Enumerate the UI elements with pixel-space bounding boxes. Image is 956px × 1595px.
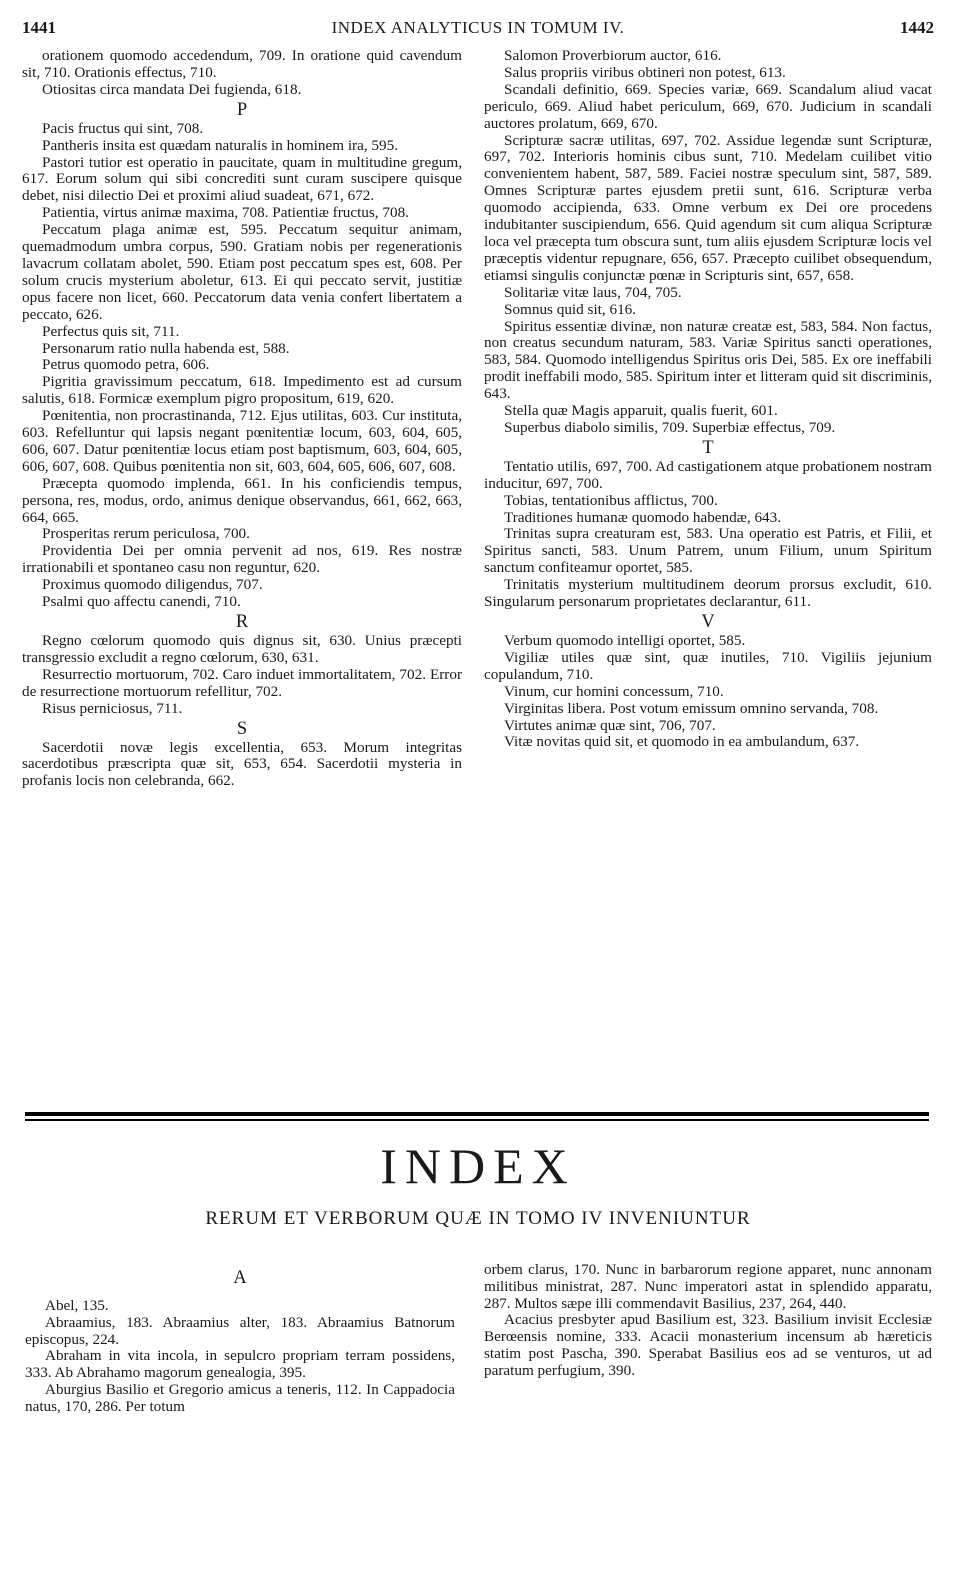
index-entry: Solitariæ vitæ laus, 704, 705.	[504, 283, 682, 301]
index-entry: Psalmi quo affectu canendi, 710.	[42, 593, 241, 611]
index-entry: Patientia, virtus animæ maxima, 708. Patientiæ fructus, 708.	[42, 204, 409, 222]
index-entry: Sacerdotii novæ legis excellentia, 653. Morum integritas sacerdotibus præscripta quæ sit, 653, 654. Sacerdotii mysteria in profanis locis non celebranda, 662.	[22, 738, 462, 790]
running-header	[22, 18, 934, 40]
right-page-number: 1442	[900, 18, 934, 37]
section-letter: S	[236, 718, 248, 739]
index-entry: Otiositas circa mandata Dei fugienda, 618.	[42, 80, 302, 98]
index-entry: Vinum, cur homini concessum, 710.	[504, 682, 724, 700]
index-entry: Virtutes animæ quæ sint, 706, 707.	[504, 716, 716, 734]
index-left-column	[22, 48, 462, 790]
double-rule-thick	[25, 1112, 929, 1116]
index-entry: Pacis fructus qui sint, 708.	[42, 119, 204, 137]
index-entry: Superbus diabolo similis, 709. Superbiæ effectus, 709.	[504, 418, 836, 436]
index-entry: Traditiones humanæ quomodo habendæ, 643.	[504, 508, 782, 526]
section-letter: T	[702, 437, 714, 458]
running-title: INDEX ANALYTICUS IN TOMUM IV.	[331, 18, 625, 37]
index-entry: Pastori tutior est operatio in paucitate, quam in multitudine gregum, 617. Eorum solum qui sibi concrediti sunt curam suscipere quisque debet, nisi dilectio Dei et proximi aliud suadeat, 671, 672.	[22, 153, 462, 205]
index-entry: Pigritia gravissimum peccatum, 618. Impedimento est ad cursum salutis, 618. Formicæ exemplum pigro propositum, 619, 620.	[22, 373, 462, 408]
index-entry: Personarum ratio nulla habenda est, 588.	[42, 339, 290, 357]
index-entry: Virginitas libera. Post votum emissum omnino servanda, 708.	[504, 699, 879, 717]
index-entry: Providentia Dei per omnia pervenit ad nos, 619. Res nostræ irrationabili et spontaneo casu non reguntur, 620.	[22, 542, 462, 577]
section-letter: R	[235, 612, 249, 632]
index-entry: Prosperitas rerum periculosa, 700.	[42, 525, 250, 543]
index-subtitle: RERUM ET VERBORUM QUÆ IN TOMO IV INVENIUNTUR	[205, 1208, 751, 1229]
index-entry: Spiritus essentiæ divinæ, non naturæ creatæ est, 583, 584. Non factus, non creatus secundum naturam, 583. Variæ Spiritus sancti operationes, 583, 584. Quomodo intelligendus Spiritus oris Dei, 585. Ex ore ineffabili prodit ineffabili modo, 585. Spiritum inter et litteram quid sit discriminis, 643.	[484, 317, 932, 403]
index-entry: Scripturæ sacræ utilitas, 697, 702. Assidue legendæ sunt Scripturæ, 697, 702. Interioris hominis cibus sunt, 710. Medelam cuilibet vitio convenientem habent, 587, 589. Faciei nostræ speculum sint, 587, 589. Omnes Scripturæ partes ejusdem pretii sunt, 616. Scripturæ verba quomodo accipienda, 633. Omne verbum ex Dei ore procedens indubitanter suscipiendum, 656. Quid agendum sit cum aliqua Scripturæ loca vel præcepta tum obscura sunt, tum aliis ejusdem Scripturæ locis vel præceptis videntur repugnare, 656, 657. Præcepto cuilibet obsequendum, etiamsi singulis conjunctæ pœnæ in Scripturis sint, 657, 658.	[484, 131, 932, 284]
index-entry: Tobias, tentationibus afflictus, 700.	[504, 491, 718, 509]
index-entry: orationem quomodo accedendum, 709. In oratione quid cavendum sit, 710. Orationis effectus, 710.	[22, 47, 462, 81]
index-entry: Abel, 135.	[45, 1297, 109, 1314]
index-entry: Somnus quid sit, 616.	[504, 300, 637, 318]
index-entry: Trinitatis mysterium multitudinem deorum prorsus excludit, 610. Singularum personarum proprietates declarantur, 611.	[484, 576, 932, 611]
section-letter: A	[233, 1268, 247, 1288]
index-entry: Resurrectio mortuorum, 702. Caro induet immortalitatem, 702. Error de resurrectione mortuorum refellitur, 702.	[22, 665, 462, 700]
index-entry: Pantheris insita est quædam naturalis in hominem ira, 595.	[42, 136, 399, 154]
index-entry: Scandali definitio, 669. Species variæ, 669. Scandalum aliud vacat periculo, 669. Aliud habet periculum, 669, 670. Judicium in scandali auctores prolatum, 669, 670.	[484, 80, 932, 132]
index-entry: Salomon Proverbiorum auctor, 616.	[504, 47, 722, 64]
index-right-column	[484, 48, 932, 751]
index-entry: Proximus quomodo diligendus, 707.	[42, 576, 263, 594]
index-entry: Pœnitentia, non procrastinanda, 712. Ejus utilitas, 603. Cur instituta, 603. Refelluntur qui lapsis negant pœnitentiæ locum, 603, 604, 605, 606, 607. Datur pœnitentiæ locus etiam post baptismum, 603, 604, 605, 606, 607, 608. Quibus pœnitentia non sit, 603, 604, 605, 606, 607, 608.	[22, 407, 462, 475]
index-entry: Salus propriis viribus obtineri non potest, 613.	[504, 63, 786, 81]
index-entry: Trinitas supra creaturam est, 583. Una operatio est Patris, et Filii, et Spiritus sancti, 583. Unum Patrem, unum Filium, unum Spiritum sanctum confiteamur oportet, 585.	[484, 525, 932, 577]
section-letter: P	[236, 99, 248, 120]
index-entry: Præcepta quomodo implenda, 661. In his conficiendis tempus, persona, res, modus, ordo, animus denique observandus, 661, 662, 663, 664, 665.	[22, 474, 462, 526]
double-rule-thin	[25, 1119, 929, 1121]
index-entry: Abraham in vita incola, in sepulcro propriam terram possidens, 333. Ab Abrahamo magorum genealogia, 395.	[25, 1347, 455, 1382]
index-entry: Perfectus quis sit, 711.	[42, 322, 180, 340]
index-entry: Vigiliæ utiles quæ sint, quæ inutiles, 710. Vigiliis jejunium copulandum, 710.	[484, 648, 932, 683]
index-entry: Stella quæ Magis apparuit, qualis fuerit, 601.	[504, 402, 778, 420]
section-letter: V	[701, 612, 715, 632]
index-entry: Abraamius, 183. Abraamius alter, 183. Abraamius Batnorum episcopus, 224.	[25, 1313, 455, 1348]
index-entry: Risus perniciosus, 711.	[42, 699, 183, 717]
index-entry: Vitæ novitas quid sit, et quomodo in ea ambulandum, 637.	[504, 733, 860, 751]
index-entry: Acacius presbyter apud Basilium est, 323. Basilium invisit Ecclesiæ Berœensis nomine, 333. Acacii monasterium incensum ab hæreticis statim post Pascha, 390. Sperabat Basilius eos ad se venturos, ut ad paratum perfugium, 390.	[484, 1311, 932, 1379]
index-entry: Tentatio utilis, 697, 700. Ad castigationem atque probationem nostram inducitur, 697, 700.	[484, 457, 932, 492]
index-entry: Petrus quomodo petra, 606.	[42, 356, 210, 374]
left-page-number: 1441	[22, 18, 56, 37]
index-title: INDEX	[380, 1138, 576, 1194]
rerum-right-column	[484, 1262, 932, 1380]
index-entry: Peccatum plaga animæ est, 595. Peccatum sequitur animam, quemadmodum umbra corpus, 590. Gratiam nobis per regenerationis lavacrum collatam abolet, 590. Etiam post peccatum spes est, 608. Per solum crucis mysterium aboletur, 613. Ei qui peccato servit, justitiæ opus facere non licet, 660. Peccatorum data venia confert libertatem a peccato, 626.	[22, 221, 462, 323]
index-entry: orbem clarus, 170. Nunc in barbarorum regione apparet, nunc annonam militibus ministrat, 287. Nunc imperatori astat in splendido apparatu, 287. Multos sæpe illi commendavit Basilius, 237, 264, 440.	[484, 1261, 932, 1312]
rerum-left-column	[25, 1262, 455, 1416]
index-entry: Verbum quomodo intelligi oportet, 585.	[504, 632, 746, 649]
index-entry: Aburgius Basilio et Gregorio amicus a teneris, 112. In Cappadocia natus, 170, 286. Per totum	[25, 1380, 455, 1415]
index-entry: Regno cœlorum quomodo quis dignus sit, 630. Unius præcepti transgressio excludit a regno cœlorum, 630, 631.	[22, 632, 462, 666]
